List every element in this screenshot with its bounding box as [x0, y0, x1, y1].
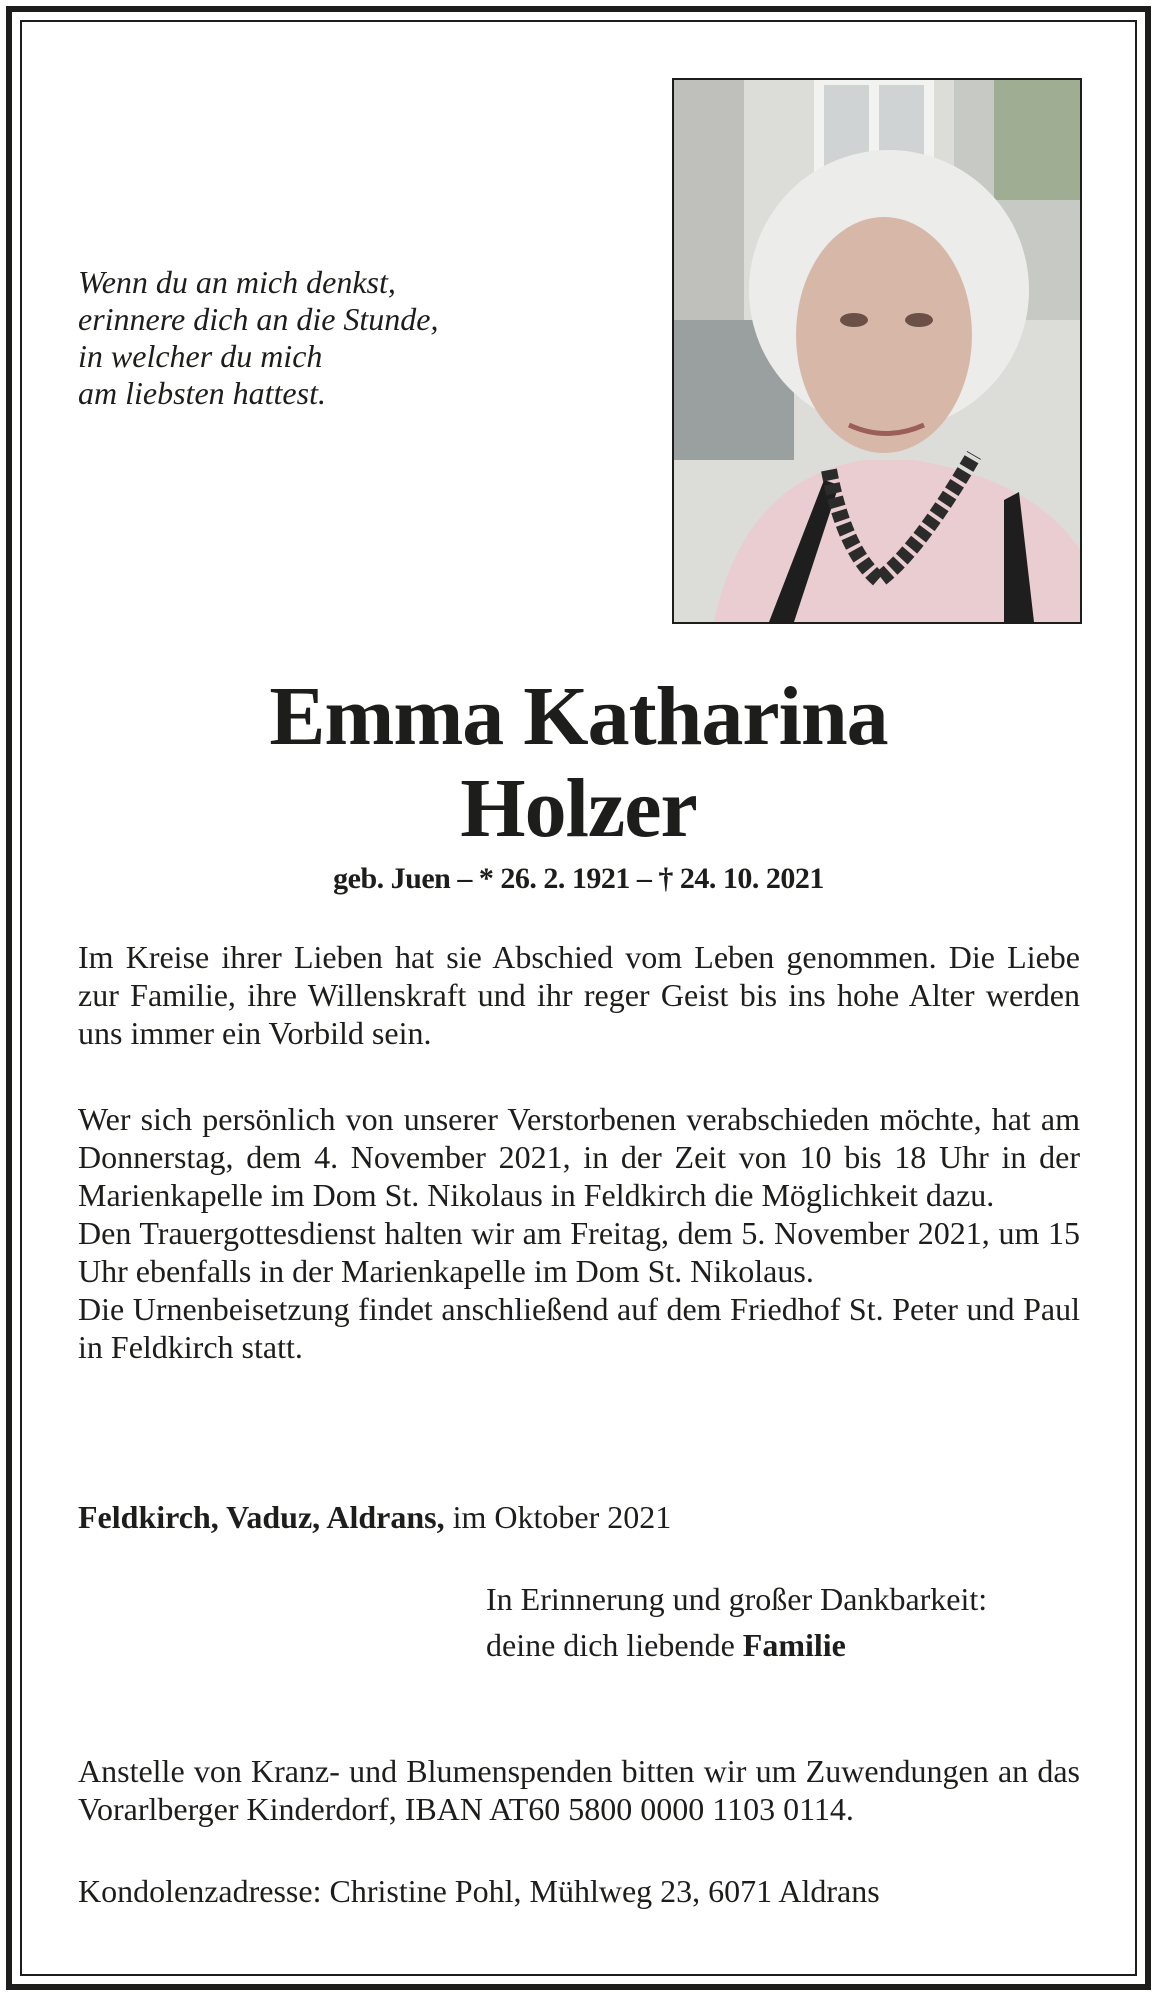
portrait-photo: [672, 78, 1082, 624]
portrait-image: [674, 80, 1080, 622]
condolence-address: Kondolenzadresse: Christine Pohl, Mühlweg 23, 6071 Aldrans: [78, 1873, 880, 1909]
deceased-name-last: Holzer: [460, 762, 697, 855]
signature-line-1: In Erinnerung und großer Dankbarkeit:: [486, 1581, 988, 1617]
signature-family: Familie: [742, 1627, 846, 1663]
places: Feldkirch, Vaduz, Aldrans,: [78, 1499, 445, 1535]
ceremony-details: [78, 1100, 1080, 1366]
memorial-quote: [78, 264, 548, 412]
signature-line-2: [486, 1622, 1086, 1668]
farewell-paragraph: Im Kreise ihrer Lieben hat sie Abschied vom Leben genommen. Die Liebe zur Familie, ihre Willenskraft und ihr reger Geist bis ins hohe Alter werden uns immer ein Vorbild sein.: [78, 939, 1080, 1051]
place-and-date: [78, 1498, 1080, 1536]
deceased-name-first: Emma Katharina: [269, 670, 888, 763]
viewing-text: Wer sich persönlich von unserer Verstorbenen verabschieden möchte, hat am Donnerstag, dem 4. November 2021, in der Zeit von 10 bis 18 Uhr in der Marienkapelle im Dom St. Nikolaus in Feldkirch die Möglichkeit dazu.: [78, 1101, 1080, 1213]
quote-line: erinnere dich an die Stunde,: [78, 301, 439, 337]
life-dates: geb. Juen – * 26. 2. 1921 – † 24. 10. 2021: [333, 862, 824, 895]
donation-request: Anstelle von Kranz- und Blumenspenden bitten wir um Zuwendungen an das Vorarlberger Kinderdorf, IBAN AT60 5800 0000 1103 0114.: [78, 1753, 1080, 1827]
burial-text: Die Urnenbeisetzung findet anschließend auf dem Friedhof St. Peter und Paul in Feldkirch statt.: [78, 1291, 1080, 1365]
quote-line: am liebsten hattest.: [78, 375, 326, 411]
service-text: Den Trauergottesdienst halten wir am Freitag, dem 5. November 2021, um 15 Uhr ebenfalls in der Marienkapelle im Dom St. Nikolaus.: [78, 1215, 1080, 1289]
quote-line: in welcher du mich: [78, 338, 323, 374]
signature-prefix: deine dich liebende: [486, 1627, 743, 1663]
month-year: im Oktober 2021: [444, 1499, 672, 1535]
quote-line: Wenn du an mich denkst,: [78, 264, 396, 300]
family-signature: [486, 1576, 1086, 1668]
